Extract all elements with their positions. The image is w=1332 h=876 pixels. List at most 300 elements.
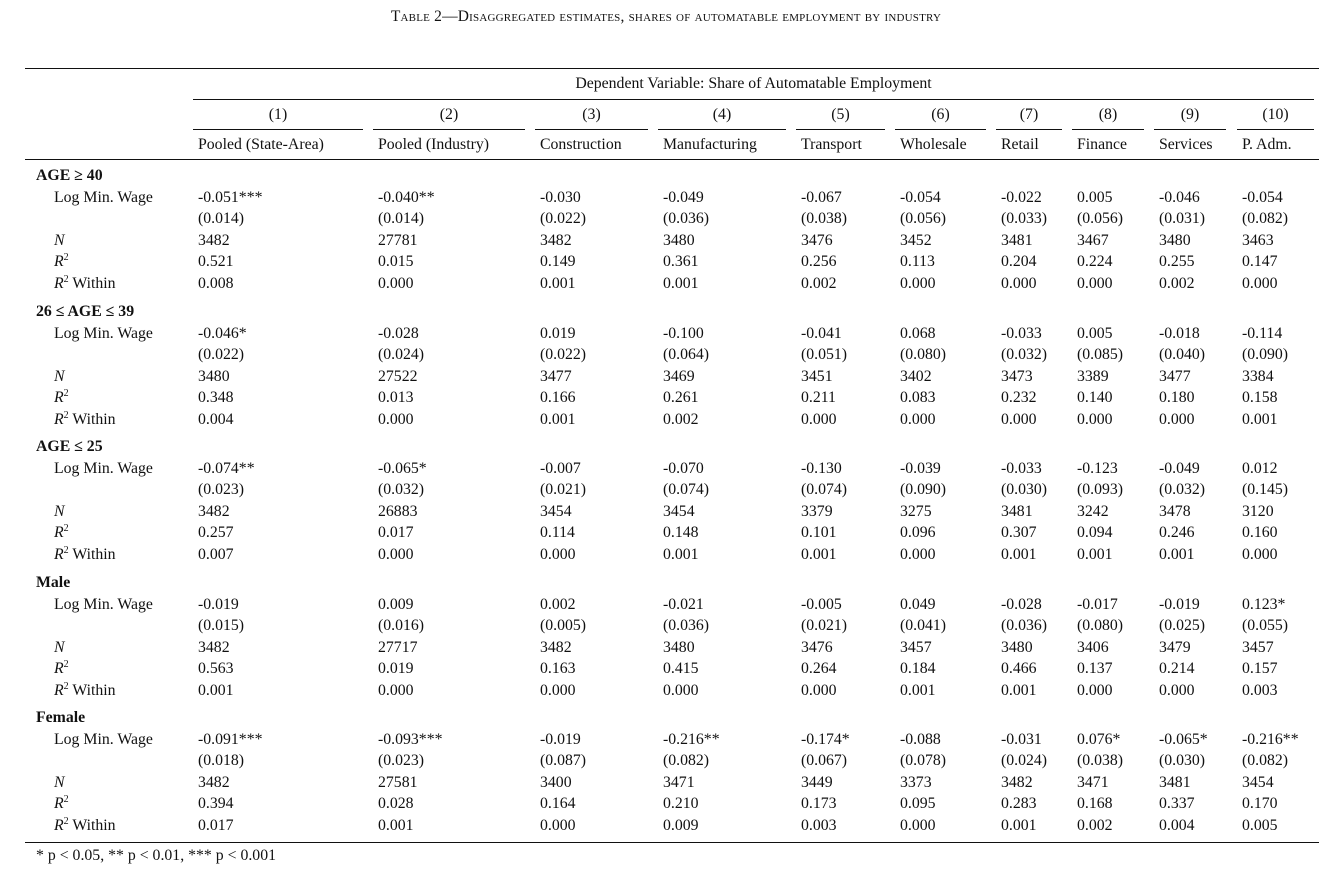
table-cell: (0.038) [801,210,848,227]
table-cell: 3476 [801,231,833,249]
table-cell: (0.145) [1242,481,1289,498]
table-cell: 0.173 [801,795,837,812]
table-cell: 0.000 [1077,681,1113,699]
table-cell: 0.001 [1242,410,1278,428]
table-cell: 0.002 [801,274,837,292]
squared-superscript: 2 [63,659,69,670]
column-number: (9) [1180,106,1200,123]
table-cell: 0.005 [1077,324,1113,342]
squared-superscript: 2 [63,523,69,534]
r-symbol: R [54,274,64,292]
table-cell: 0.001 [540,274,576,292]
table-cell: 3449 [801,773,833,791]
table-cell: 0.095 [900,795,936,812]
table-cell: 27522 [378,367,418,385]
column-number: (1) [268,106,288,123]
table-cell: 3463 [1242,231,1274,249]
r-symbol: R [54,389,64,406]
table-cell: 0.149 [540,253,576,270]
table-cell: -0.030 [540,188,581,206]
table-cell: 0.000 [900,274,936,292]
squared-superscript: 2 [63,388,69,399]
table-cell: -0.093*** [378,730,443,748]
table-cell: -0.070 [663,459,704,477]
table-cell: (0.082) [1242,752,1289,769]
table-cell: 0.180 [1159,389,1195,406]
column-number-underline [1154,129,1226,130]
table-cell: 0.000 [1242,274,1278,292]
table-cell: 0.049 [900,595,936,613]
r-symbol: R [54,795,64,812]
table-cell: 0.264 [801,660,837,677]
table-cell: 0.000 [378,410,414,428]
table-cell: (0.093) [1077,481,1124,498]
table-cell: 0.004 [198,410,234,428]
squared-superscript: 2 [63,273,69,285]
table-cell: -0.046 [1159,188,1200,206]
table-cell: (0.085) [1077,346,1124,363]
table-cell: 3476 [801,638,833,656]
column-number-underline [1072,129,1144,130]
table-cell: 0.005 [1077,188,1113,206]
table-cell: (0.022) [198,346,245,363]
bottom-rule [25,842,1319,843]
table-cell: -0.074** [198,459,255,477]
row-label-r-squared [54,388,69,408]
column-name: Services [1159,136,1213,153]
table-cell: 0.148 [663,524,699,541]
column-name: Transport [801,136,862,153]
table-cell: 0.000 [1001,410,1037,428]
r-symbol: R [54,524,64,541]
table-cell: 3477 [540,367,572,385]
table-cell: 0.000 [378,681,414,699]
table-cell: 3471 [663,773,695,791]
table-cell: 3480 [198,367,230,385]
table-cell: 3373 [900,773,932,791]
table-cell: (0.023) [198,481,245,498]
table-cell: (0.078) [900,752,947,769]
row-label-n: N [54,231,65,249]
table-cell: 0.019 [540,324,576,342]
table-cell: 3454 [663,502,695,520]
table-cell: 3482 [540,638,572,656]
table-cell: -0.007 [540,459,581,477]
table-cell: -0.100 [663,324,704,342]
table-cell: (0.022) [540,210,587,227]
table-cell: 0.184 [900,660,936,677]
group-label: AGE ≥ 40 [36,167,103,184]
table-cell: 0.521 [198,253,234,270]
table-cell: 0.000 [378,274,414,292]
table-cell: (0.018) [198,752,245,769]
group-label: Male [36,574,71,591]
table-cell: 3402 [900,367,932,385]
column-number-underline [373,129,525,130]
table-cell: 0.101 [801,524,837,541]
table-cell: 0.166 [540,389,576,406]
table-cell: (0.016) [378,617,425,634]
table-cell: 0.000 [801,410,837,428]
table-cell: 0.232 [1001,389,1037,406]
dep-var-underline [193,99,1314,100]
table-cell: (0.030) [1159,752,1206,769]
table-cell: (0.021) [801,617,848,634]
table-cell: (0.090) [1242,346,1289,363]
table-cell: 0.140 [1077,389,1113,406]
table-cell: 0.137 [1077,660,1113,677]
squared-superscript: 2 [63,409,69,421]
table-cell: 3120 [1242,502,1274,520]
squared-superscript: 2 [63,815,69,827]
row-label-coef: Log Min. Wage [54,188,153,206]
squared-superscript: 2 [63,680,69,692]
table-cell: 0.000 [540,545,576,563]
table-cell: (0.082) [663,752,710,769]
table-cell: -0.005 [801,595,842,613]
table-cell: 0.001 [540,410,576,428]
column-number: (3) [582,106,601,123]
table-cell: 0.168 [1077,795,1113,812]
column-number: (2) [439,106,459,123]
table-cell: 3242 [1077,502,1109,520]
table-cell: 0.000 [1077,274,1113,292]
table-cell: 3389 [1077,367,1109,385]
table-cell: 0.394 [198,795,234,812]
table-cell: (0.056) [1077,210,1124,227]
table-cell: (0.087) [540,752,587,769]
group-label: AGE ≤ 25 [36,438,103,455]
table-cell: 0.211 [801,389,836,406]
column-name: Retail [1001,136,1039,153]
table-cell: 0.164 [540,795,576,812]
table-cell: -0.019 [540,730,581,748]
table-cell: 0.003 [801,816,837,834]
table-cell: 0.083 [900,389,936,406]
column-number-underline [996,129,1062,130]
row-label-r-squared [54,659,69,679]
dependent-variable-header: Dependent Variable: Share of Automatable Employment [575,75,932,92]
table-cell: (0.023) [378,752,425,769]
column-number-underline [796,129,885,130]
table-cell: (0.032) [378,481,425,498]
table-cell: (0.014) [378,210,425,227]
table-cell: 3480 [1159,231,1191,249]
row-label-r-squared-within [54,545,116,565]
table-cell: 3384 [1242,367,1274,385]
column-name: Pooled (Industry) [378,136,490,153]
column-number: (7) [1019,106,1039,123]
table-cell: 0.214 [1159,660,1195,677]
within-suffix: Within [68,816,116,834]
table-cell: 0.002 [663,410,699,428]
column-number-underline [658,129,786,130]
table-cell: -0.022 [1001,188,1042,206]
table-cell: 0.007 [198,545,234,563]
row-label-r-squared [54,523,69,543]
table-cell: 0.001 [663,545,699,563]
header-rule [25,159,1319,160]
table-cell: (0.005) [540,617,587,634]
table-cell: 3471 [1077,773,1109,791]
table-cell: 0.008 [198,274,234,292]
table-cell: 0.002 [1077,816,1113,834]
r-symbol: R [54,816,64,834]
table-cell: 3479 [1159,638,1191,656]
table-cell: 3454 [540,502,572,520]
table-cell: (0.038) [1077,752,1124,769]
table-cell: 3400 [540,773,572,791]
table-cell: 0.000 [801,681,837,699]
column-name: Manufacturing [663,136,757,153]
row-label-n: N [54,773,65,791]
table-cell: 3482 [198,231,230,249]
table-cell: (0.036) [663,210,710,227]
table-cell: 0.001 [1077,545,1113,563]
row-label-n: N [54,638,65,656]
row-label-coef: Log Min. Wage [54,459,153,477]
table-cell: (0.032) [1159,481,1206,498]
within-suffix: Within [68,545,116,563]
table-cell: 0.001 [198,681,234,699]
table-cell: 0.000 [1077,410,1113,428]
table-cell: 0.076* [1077,730,1121,748]
column-number-underline [193,129,363,130]
table-cell: 0.147 [1242,253,1278,270]
table-cell: -0.028 [378,324,419,342]
table-cell: 0.001 [801,545,837,563]
table-cell: 0.002 [1159,274,1195,292]
row-label-coef: Log Min. Wage [54,730,153,748]
table-cell: (0.025) [1159,617,1206,634]
table-cell: 0.000 [900,816,936,834]
group-label: Female [36,709,86,726]
column-number: (8) [1098,106,1118,123]
within-suffix: Within [68,410,116,428]
row-label-r-squared-within [54,274,116,294]
table-cell: 3482 [198,638,230,656]
table-cell: -0.041 [801,324,842,342]
table-cell: 0.015 [378,253,414,270]
table-cell: -0.067 [801,188,842,206]
column-name: P. Adm. [1242,136,1292,153]
table-cell: 0.009 [378,595,414,613]
table-cell: 26883 [378,502,418,520]
table-cell: 3473 [1001,367,1033,385]
table-cell: 0.003 [1242,681,1278,699]
column-name: Wholesale [900,136,967,153]
table-cell: (0.030) [1001,481,1048,498]
table-cell: 0.163 [540,660,576,677]
table-cell: (0.056) [900,210,947,227]
table-cell: 0.261 [663,389,699,406]
table-cell: -0.054 [1242,188,1283,206]
table-cell: 0.012 [1242,459,1278,477]
table-cell: -0.091*** [198,730,263,748]
table-cell: 3478 [1159,502,1191,520]
row-label-n: N [54,367,65,385]
table-cell: (0.021) [540,481,587,498]
column-name: Pooled (State-Area) [198,136,324,153]
table-cell: 0.246 [1159,524,1195,541]
table-cell: (0.041) [900,617,947,634]
top-rule [25,68,1319,69]
table-cell: 0.210 [663,795,699,812]
r-symbol: R [54,681,64,699]
table-cell: 0.001 [900,681,936,699]
squared-superscript: 2 [63,794,69,805]
table-cell: (0.051) [801,346,848,363]
table-cell: (0.032) [1001,346,1048,363]
squared-superscript: 2 [63,544,69,556]
table-cell: 3477 [1159,367,1191,385]
table-cell: -0.065* [1159,730,1208,748]
table-cell: -0.033 [1001,459,1042,477]
table-cell: -0.049 [1159,459,1200,477]
table-cell: -0.017 [1077,595,1118,613]
column-number-underline [895,129,986,130]
table-cell: -0.054 [900,188,941,206]
table-cell: -0.088 [900,730,941,748]
table-cell: -0.019 [198,595,239,613]
table-cell: 3467 [1077,231,1109,249]
table-cell: (0.080) [1077,617,1124,634]
r-symbol: R [54,545,64,563]
table-cell: -0.174* [801,730,850,748]
table-cell: 0.170 [1242,795,1278,812]
table-cell: 3482 [540,231,572,249]
row-label-r-squared-within [54,410,116,430]
table-cell: 0.017 [378,524,414,541]
table-cell: 3482 [198,502,230,520]
table-cell: 3406 [1077,638,1109,656]
row-label-r-squared [54,794,69,814]
table-cell: 0.256 [801,253,837,270]
table-cell: -0.040** [378,188,435,206]
column-number: (6) [931,106,950,123]
table-cell: 0.255 [1159,253,1195,270]
column-number-underline [1237,129,1314,130]
table-cell: 0.000 [900,410,936,428]
table-cell: 0.307 [1001,524,1037,541]
table-cell: -0.039 [900,459,941,477]
table-cell: 0.000 [1159,681,1195,699]
significance-footnote: * p < 0.05, ** p < 0.01, *** p < 0.001 [36,847,276,864]
table-cell: 3480 [663,638,695,656]
table-cell: 0.001 [1001,545,1037,563]
table-cell: -0.033 [1001,324,1042,342]
column-number: (10) [1262,106,1289,123]
table-cell: -0.018 [1159,324,1200,342]
row-label-r-squared [54,252,69,272]
table-cell: 0.204 [1001,253,1037,270]
table-cell: 0.157 [1242,660,1278,677]
column-number: (4) [712,106,732,123]
column-name: Finance [1077,136,1128,153]
table-cell: 3481 [1001,231,1033,249]
table-cell: 0.000 [378,545,414,563]
table-cell: -0.028 [1001,595,1042,613]
within-suffix: Within [68,274,116,292]
table-cell: 0.000 [1159,410,1195,428]
table-cell: 0.096 [900,524,936,541]
squared-superscript: 2 [63,252,69,263]
group-label: 26 ≤ AGE ≤ 39 [36,303,135,320]
table-cell: 0.348 [198,389,234,406]
table-cell: 0.001 [1001,816,1037,834]
table-cell: 0.114 [540,524,575,541]
table-cell: (0.074) [801,481,848,498]
table-cell: 0.001 [1001,681,1037,699]
table-cell: 0.158 [1242,389,1278,406]
table-cell: 0.005 [1242,816,1278,834]
table-cell: 0.000 [1242,545,1278,563]
row-label-r-squared-within [54,816,116,836]
table-cell: 0.009 [663,816,699,834]
table-cell: (0.064) [663,346,710,363]
r-symbol: R [54,410,64,428]
table-cell: -0.046* [198,324,247,342]
row-label-n: N [54,502,65,520]
table-cell: 0.001 [663,274,699,292]
table-cell: 0.000 [1001,274,1037,292]
table-cell: (0.024) [1001,752,1048,769]
table-cell: 0.337 [1159,795,1195,812]
table-cell: -0.114 [1242,324,1283,342]
table-cell: 0.000 [540,681,576,699]
table-cell: 0.160 [1242,524,1278,541]
table-cell: -0.216** [663,730,720,748]
table-cell: -0.019 [1159,595,1200,613]
table-cell: 27781 [378,231,418,249]
table-cell: 0.000 [663,681,699,699]
table-cell: 3451 [801,367,833,385]
table-cell: -0.130 [801,459,842,477]
table-cell: 0.224 [1077,253,1113,270]
table-cell: -0.123 [1077,459,1118,477]
table-cell: 3480 [1001,638,1033,656]
table-cell: -0.051*** [198,188,263,206]
table-cell: 0.017 [198,816,234,834]
table-cell: 3457 [900,638,932,656]
table-cell: (0.015) [198,617,245,634]
table-cell: -0.216** [1242,730,1299,748]
r-symbol: R [54,253,64,270]
table-cell: (0.036) [1001,617,1048,634]
within-suffix: Within [68,681,116,699]
column-number: (5) [831,106,850,123]
table-cell: -0.031 [1001,730,1042,748]
table-cell: 3482 [198,773,230,791]
table-cell: -0.021 [663,595,704,613]
table-cell: (0.067) [801,752,848,769]
table-cell: 3482 [1001,773,1033,791]
table-cell: 0.466 [1001,660,1037,677]
table-cell: 0.094 [1077,524,1113,541]
table-cell: 0.000 [900,545,936,563]
table-cell: 0.004 [1159,816,1195,834]
table-cell: 0.013 [378,389,414,406]
table-cell: 3469 [663,367,695,385]
table-cell: 0.563 [198,660,234,677]
table-cell: (0.033) [1001,210,1048,227]
table-cell: 0.019 [378,660,414,677]
table-cell: (0.036) [663,617,710,634]
table-cell: 3481 [1159,773,1191,791]
table-cell: 0.361 [663,253,699,270]
row-label-coef: Log Min. Wage [54,324,153,342]
table-cell: 0.257 [198,524,234,541]
